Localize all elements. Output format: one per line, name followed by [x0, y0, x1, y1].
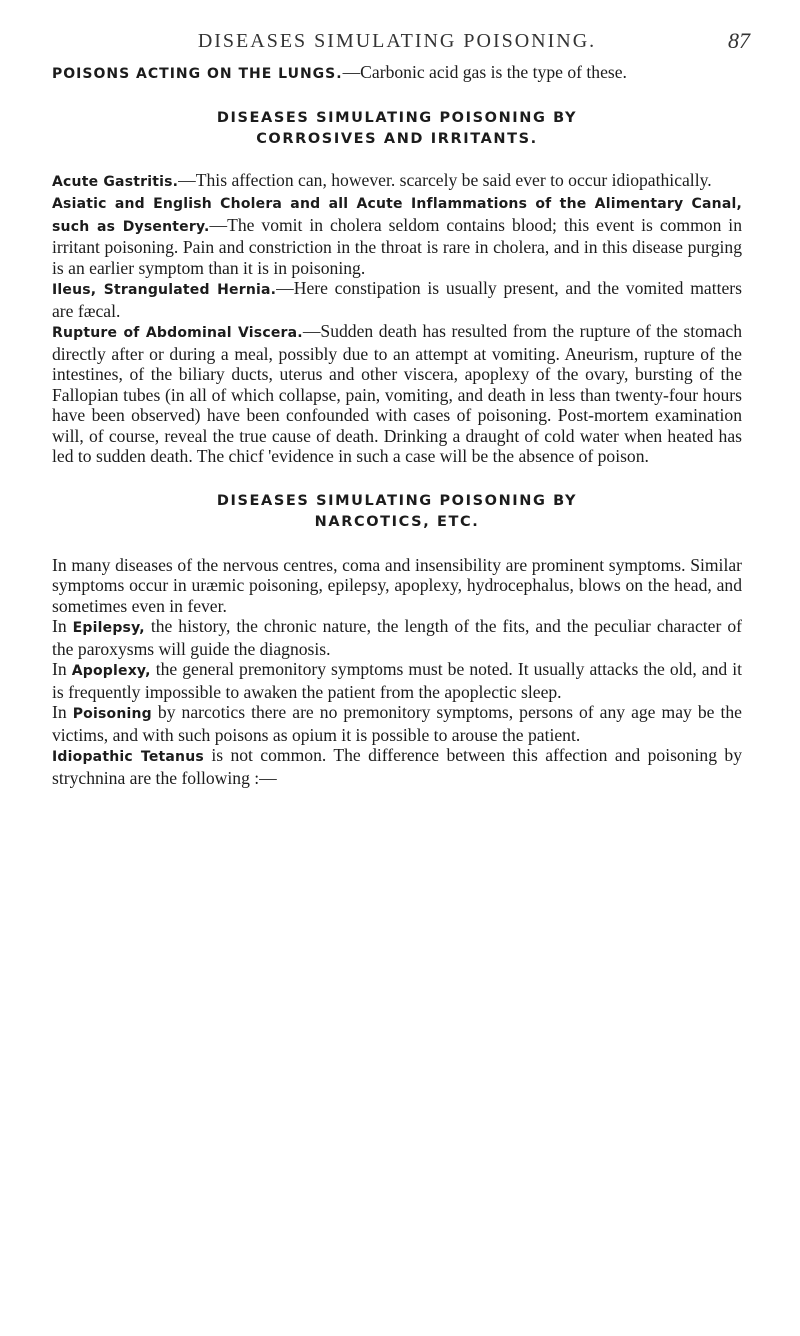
- entry-text: the general premonitory symptoms must be noted. It usually attacks the old, and it is frequently impossible to awaken the patient from the apoplectic sleep.: [52, 659, 743, 702]
- entry-poisoning: [52, 702, 742, 745]
- intro-paragraph: [52, 62, 742, 85]
- entry-lead: Poisoning: [72, 706, 152, 722]
- entry-text: —Here constipation is usually present, and the vomited matters are fæcal.: [52, 278, 742, 321]
- entry-idiopathic-tetanus: [52, 745, 742, 788]
- entry-prefix: In: [52, 659, 72, 679]
- page-number: 87: [728, 28, 750, 53]
- entry-epilepsy: [52, 616, 742, 659]
- entry-prefix: In: [52, 616, 73, 636]
- entry-text: —This affection can, however. scarcely be said ever to occur idiopathically.: [178, 169, 712, 190]
- running-title: DISEASES SIMULATING POISONING.: [197, 30, 597, 52]
- heading-line: NARCOTICS, ETC.: [314, 513, 480, 530]
- entry-rupture-abdominal-viscera: [52, 321, 742, 467]
- heading-line: DISEASES SIMULATING POISONING BY: [216, 492, 578, 509]
- entry-lead: Idiopathic Tetanus: [52, 749, 204, 765]
- intro-lead: POISONS ACTING ON THE LUNGS.: [52, 66, 343, 82]
- entry-apoplexy: [52, 659, 742, 702]
- entry-text: the history, the chronic nature, the length of the fits, and the peculiar character of the paroxysms will guide the diagnosis.: [52, 616, 742, 659]
- entry-lead: Asiatic and English Cholera and all Acute Inflammations of the Alimentary Canal, such as Dysentery.: [52, 196, 742, 235]
- entry-lead: Epilepsy,: [72, 620, 145, 636]
- entry-text: is not common. The difference between this affection and poisoning by strychnina are the following :—: [52, 745, 742, 788]
- entry-text: —The vomit in cholera seldom contains blood; this event is common in irritant poisoning. Pain and constriction in the throat is rare in cholera, and in this disease purging is an earlier symptom than it is in poisoning.: [52, 214, 742, 278]
- entry-acute-gastritis: [52, 170, 742, 193]
- intro-text: —Carbonic acid gas is the type of these.: [342, 62, 627, 82]
- running-head: [52, 0, 750, 62]
- entry-lead: Rupture of Abdominal Viscera.: [52, 325, 303, 341]
- section-heading-narcotics: [52, 491, 742, 533]
- section-heading-corrosives: [52, 108, 742, 150]
- heading-line: DISEASES SIMULATING POISONING BY: [216, 109, 578, 126]
- entry-ileus: [52, 278, 742, 321]
- entry-text: by narcotics there are no premonitory symptoms, persons of any age may be the victims, and with such poisons as opium it is possible to arouse the patient.: [52, 702, 742, 745]
- entry-cholera: [52, 192, 742, 278]
- entry-lead: Apoplexy,: [71, 663, 151, 679]
- heading-line: CORROSIVES AND IRRITANTS.: [256, 130, 538, 147]
- narcotics-intro-paragraph: In many diseases of the nervous centres, coma and insensibility are prominent symptoms. Similar symptoms occur in uræmic poisoning, epilepsy, apoplexy, hydrocephalus, blows on the head, and sometimes even in fever.: [52, 554, 742, 616]
- entry-lead: Ileus, Strangulated Hernia.: [52, 282, 277, 298]
- entry-text: —Sudden death has resulted from the rupture of the stomach directly after or during a meal, possibly due to an attempt at vomiting. Aneurism, rupture of the intestines, of the biliary ducts, uterus and other viscera, apoplexy of the ovary, bursting of the Fallopian tubes (in all of which collapse, pain, vomiting, and death in less than twenty-four hours have been observed) have been confounded with cases of poisoning. Post-mortem examination will, of course, reveal the true cause of death. Drinking a draught of cold water when heated has led to sudden death. The chicf 'evidence in such a case will be the absence of poison.: [52, 321, 742, 466]
- entry-prefix: In: [52, 702, 73, 722]
- entry-lead: Acute Gastritis.: [52, 173, 179, 190]
